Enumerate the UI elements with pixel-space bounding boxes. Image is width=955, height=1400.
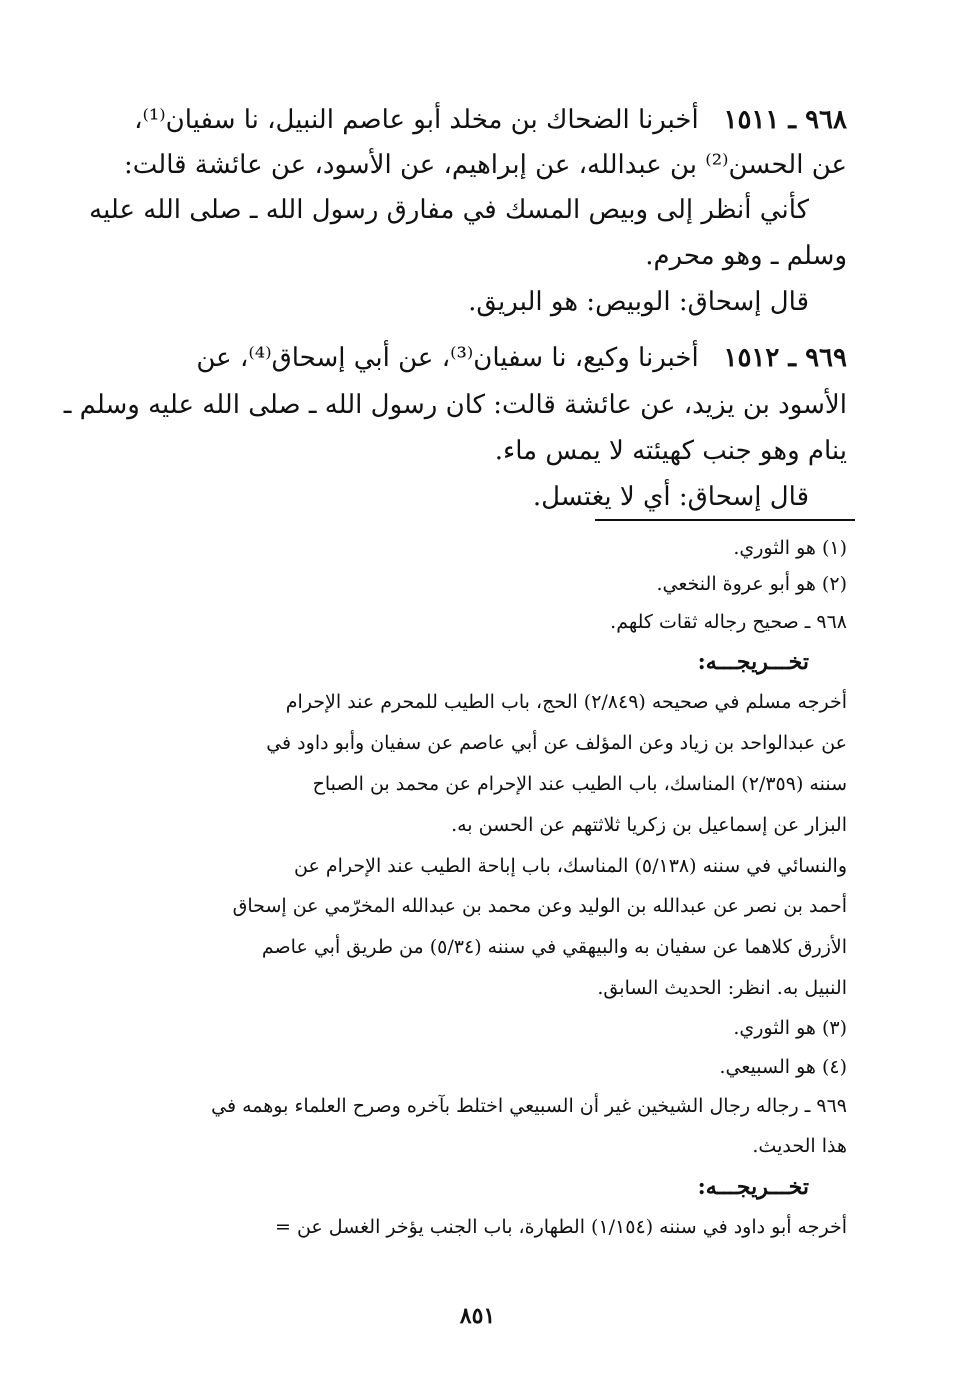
hadith-968-number: ٩٦٨ ـ ١٥١١ (723, 105, 847, 135)
hadith-969-line-3: ينام وهو جنب كهيئته لا يمس ماء. (494, 436, 847, 466)
takhrij-heading-1: تخـــريجـــه: (697, 649, 809, 675)
footnote-4: (٤) هو السبيعي. (719, 1056, 847, 1078)
hadith-968-line-5: قال إسحاق: الوبيص: هو البريق. (468, 287, 809, 317)
footnote-2: (٢) هو أبو عروة النخعي. (656, 573, 847, 595)
hadith-968-line-3: كأني أنظر إلى وبيص المسك في مفارق رسول الله ـ صلى الله عليه (89, 195, 809, 225)
takhrij-968-line-5: والنسائي في سننه (٥/١٣٨) المناسك، باب إباحة الطيب عند الإحرام عن (294, 855, 847, 877)
hadith-969-number: ٩٦٩ ـ ١٥١٢ (723, 343, 847, 373)
footnote-3: (٣) هو الثوري. (733, 1017, 847, 1039)
takhrij-968-line-8: النبيل به. انظر: الحديث السابق. (597, 977, 847, 999)
takhrij-969-line-1: أخرجه أبو داود في سننه (١/١٥٤) الطهارة، باب الجنب يؤخر الغسل عن = (274, 1216, 847, 1238)
hadith-968-line-2: عن الحسن⁽²⁾ بن عبدالله، عن إبراهيم، عن الأسود، عن عائشة قالت: (123, 150, 847, 180)
takhrij-968-line-3: سننه (٢/٣٥٩) المناسك، باب الطيب عند الإحرام عن محمد بن الصباح (312, 773, 847, 795)
takhrij-968-line-1: أخرجه مسلم في صحيحه (٢/٨٤٩) الحج، باب الطيب للمحرم عند الإحرام (285, 691, 847, 713)
hadith-968-line-1 (134, 105, 847, 135)
hadith-968-line-4: وسلم ـ وهو محرم. (645, 241, 847, 271)
grade-969-line-1: ٩٦٩ ـ رجاله رجال الشيخين غير أن السبيعي اختلط بآخره وصرح العلماء بوهمه في (211, 1095, 847, 1117)
hadith-969-line-4: قال إسحاق: أي لا يغتسل. (532, 482, 809, 512)
hadith-969-text-1: أخبرنا وكيع، نا سفيان⁽³⁾، عن أبي إسحاق⁽⁴⁾، عن (196, 343, 699, 373)
grade-968: ٩٦٨ ـ صحيح رجاله ثقات كلهم. (610, 611, 847, 633)
takhrij-968-line-2: عن عبدالواحد بن زياد وعن المؤلف عن أبي عاصم عن سفيان وأبو داود في (266, 732, 847, 754)
hadith-969-line-2: الأسود بن يزيد، عن عائشة قالت: كان رسول الله ـ صلى الله عليه وسلم ـ (63, 390, 847, 420)
hadith-968-text-1: أخبرنا الضحاك بن مخلد أبو عاصم النبيل، نا سفيان⁽¹⁾، (134, 105, 699, 135)
takhrij-968-line-4: البزار عن إسماعيل بن زكريا ثلاثتهم عن الحسن به. (451, 814, 847, 836)
page-number: ٨٥١ (459, 1303, 496, 1329)
takhrij-968-line-7: الأزرق كلاهما عن سفيان به والبيهقي في سننه (٥/٣٤) من طريق أبي عاصم (261, 936, 847, 958)
takhrij-968-line-6: أحمد بن نصر عن عبدالله بن الوليد وعن محمد بن عبدالله المخرّمي عن إسحاق (232, 895, 847, 917)
footnote-separator (595, 519, 855, 521)
takhrij-heading-2: تخـــريجـــه: (697, 1174, 809, 1200)
footnote-1: (١) هو الثوري. (733, 537, 847, 559)
grade-969-line-2: هذا الحديث. (752, 1135, 847, 1157)
hadith-969-line-1 (147, 345, 847, 371)
